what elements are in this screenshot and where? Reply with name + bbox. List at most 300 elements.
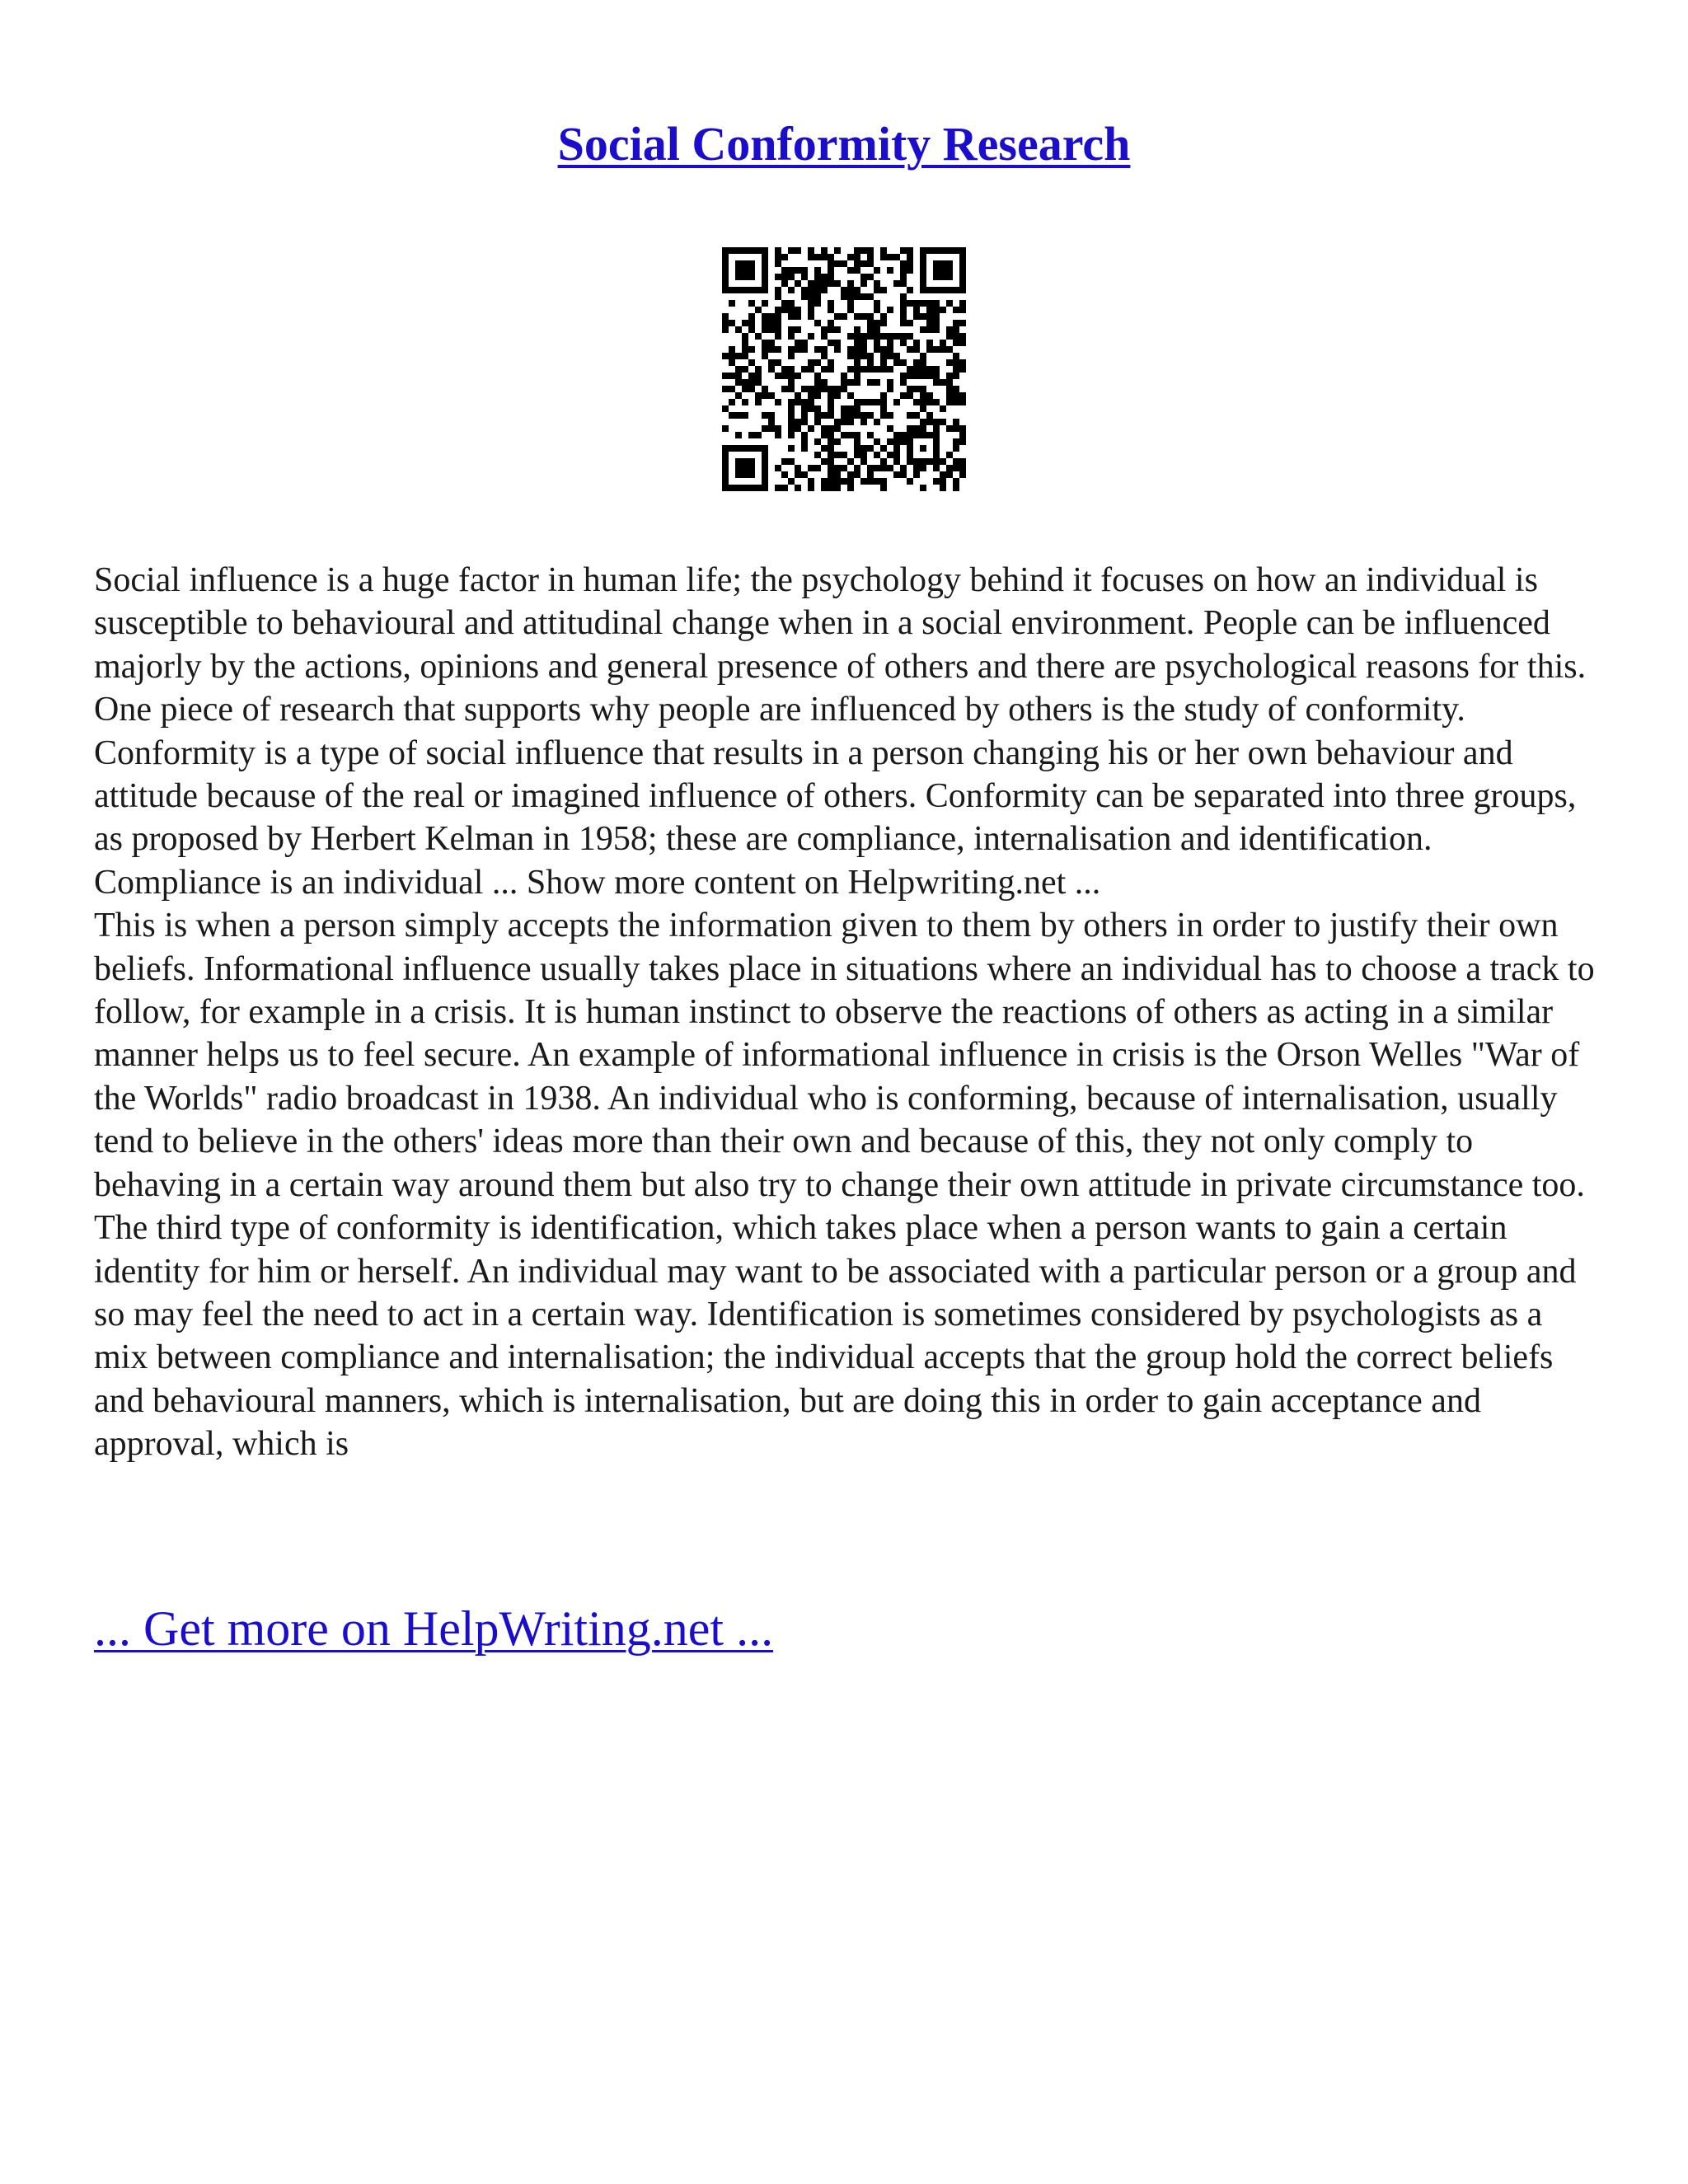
qr-module — [841, 260, 847, 267]
qr-module — [946, 333, 953, 340]
qr-module — [814, 419, 821, 425]
qr-module — [828, 412, 834, 419]
qr-module — [933, 366, 940, 373]
qr-module — [880, 247, 887, 254]
qr-module — [814, 280, 821, 287]
qr-module — [762, 247, 768, 254]
qr-module — [907, 478, 913, 485]
qr-module — [828, 320, 834, 326]
qr-module — [940, 379, 946, 386]
qr-module — [828, 432, 834, 438]
qr-module — [860, 280, 867, 287]
qr-module — [742, 333, 748, 340]
qr-module — [959, 267, 966, 274]
qr-module — [860, 412, 867, 419]
qr-module — [854, 465, 860, 471]
qr-module — [722, 373, 729, 379]
qr-module — [821, 432, 828, 438]
qr-module — [880, 346, 887, 353]
qr-module — [828, 399, 834, 405]
qr-module — [926, 300, 933, 307]
qr-module — [940, 478, 946, 485]
qr-module — [920, 274, 926, 280]
qr-module — [893, 333, 900, 340]
qr-module — [920, 353, 926, 359]
qr-module — [841, 478, 847, 485]
qr-module — [854, 346, 860, 353]
qr-module — [755, 247, 762, 254]
qr-module — [814, 274, 821, 280]
qr-module — [907, 247, 913, 254]
qr-module — [920, 392, 926, 399]
qr-module — [920, 485, 926, 491]
qr-module — [781, 300, 788, 307]
qr-module — [959, 366, 966, 373]
qr-module — [788, 267, 795, 274]
qr-module — [946, 471, 953, 478]
qr-module — [867, 471, 874, 478]
qr-module — [860, 346, 867, 353]
qr-module — [874, 333, 880, 340]
qr-module — [913, 359, 920, 366]
qr-module — [907, 333, 913, 340]
qr-module — [933, 326, 940, 333]
qr-module — [959, 247, 966, 254]
qr-module — [775, 399, 781, 405]
qr-module — [907, 346, 913, 353]
qr-module — [880, 485, 887, 491]
qr-module — [755, 432, 762, 438]
qr-module — [801, 340, 808, 346]
qr-module — [722, 247, 729, 254]
qr-module — [821, 458, 828, 465]
qr-module — [788, 405, 795, 412]
qr-module — [788, 445, 795, 452]
qr-module — [841, 432, 847, 438]
qr-code-icon — [722, 247, 966, 491]
qr-module — [893, 452, 900, 458]
qr-module — [788, 307, 795, 313]
qr-module — [808, 280, 814, 287]
qr-module — [801, 405, 808, 412]
qr-module — [860, 478, 867, 485]
qr-module — [775, 274, 781, 280]
qr-module — [926, 399, 933, 405]
qr-module — [795, 313, 801, 320]
qr-module — [762, 452, 768, 458]
qr-module — [814, 293, 821, 300]
qr-module — [762, 386, 768, 392]
qr-module — [874, 366, 880, 373]
qr-module — [860, 333, 867, 340]
qr-module — [722, 326, 729, 333]
qr-module — [808, 293, 814, 300]
qr-module — [768, 320, 775, 326]
qr-module — [933, 287, 940, 293]
qr-module — [959, 465, 966, 471]
qr-module — [742, 353, 748, 359]
qr-module — [860, 445, 867, 452]
qr-module — [795, 399, 801, 405]
qr-module — [775, 247, 781, 254]
qr-module — [953, 320, 959, 326]
qr-module — [893, 471, 900, 478]
qr-module — [788, 478, 795, 485]
qr-module — [722, 478, 729, 485]
qr-module — [768, 392, 775, 399]
qr-module — [907, 452, 913, 458]
qr-module — [900, 340, 907, 346]
qr-module — [946, 359, 953, 366]
qr-module — [867, 247, 874, 254]
qr-module — [808, 392, 814, 399]
qr-module — [729, 399, 735, 405]
qr-module — [926, 419, 933, 425]
qr-module — [867, 274, 874, 280]
qr-module — [920, 458, 926, 465]
qr-module — [742, 458, 748, 465]
qr-module — [762, 280, 768, 287]
qr-module — [926, 340, 933, 346]
qr-module — [762, 260, 768, 267]
qr-module — [834, 478, 841, 485]
qr-module — [920, 399, 926, 405]
qr-module — [834, 260, 841, 267]
qr-module — [920, 386, 926, 392]
qr-module — [735, 260, 742, 267]
qr-module — [926, 313, 933, 320]
qr-module — [814, 267, 821, 274]
qr-module — [808, 465, 814, 471]
qr-module — [834, 326, 841, 333]
qr-module — [946, 287, 953, 293]
qr-module — [933, 452, 940, 458]
qr-module — [781, 267, 788, 274]
qr-module — [781, 471, 788, 478]
qr-module — [722, 485, 729, 491]
qr-module — [900, 247, 907, 254]
qr-module — [933, 320, 940, 326]
qr-module — [788, 386, 795, 392]
qr-module — [801, 471, 808, 478]
get-more-link[interactable]: ... Get more on HelpWriting.net ... — [94, 1601, 774, 1656]
qr-module — [801, 432, 808, 438]
qr-module — [755, 392, 762, 399]
qr-module — [933, 399, 940, 405]
qr-module — [801, 412, 808, 419]
get-more-paragraph — [94, 1599, 773, 1658]
qr-module — [959, 438, 966, 445]
qr-module — [788, 333, 795, 340]
qr-module — [821, 386, 828, 392]
qr-module — [729, 353, 735, 359]
paragraph-1: Social influence is a huge factor in human life; the psychology behind it focuses on how an individual is susceptible to behavioural and attitudinal change when in a social environment. People can be influenced majorly by the actions, opinions and general presence of others and there are psychological reasons for this. One piece of research that supports why people are influenced by others is the study of conformity. Conformity is a type of social influence that results in a person changing his or her own behaviour and attitude because of the real or imagined influence of others. Conformity can be separated into three groups, as proposed by Herbert Kelman in 1958; these are compliance, internalisation and identification. Compliance is an individual ... Show more content on Helpwriting.net ... — [94, 561, 1587, 902]
qr-module — [722, 254, 729, 260]
qr-module — [742, 366, 748, 373]
qr-module — [854, 373, 860, 379]
qr-module — [907, 458, 913, 465]
qr-module — [742, 346, 748, 353]
qr-module — [834, 313, 841, 320]
qr-module — [762, 485, 768, 491]
qr-module — [847, 293, 854, 300]
qr-module — [847, 478, 854, 485]
qr-module — [874, 379, 880, 386]
qr-module — [748, 346, 755, 353]
qr-module — [867, 333, 874, 340]
qr-module — [735, 485, 742, 491]
qr-module — [860, 366, 867, 373]
qr-module — [801, 438, 808, 445]
qr-module — [860, 340, 867, 346]
qr-module — [913, 340, 920, 346]
qr-module — [887, 386, 893, 392]
qr-module — [808, 478, 814, 485]
qr-module — [854, 247, 860, 254]
qr-module — [847, 458, 854, 465]
qr-module — [874, 340, 880, 346]
qr-module — [762, 412, 768, 419]
qr-module — [907, 300, 913, 307]
qr-module — [880, 254, 887, 260]
qr-module — [788, 419, 795, 425]
qr-module — [834, 280, 841, 287]
qr-module — [775, 465, 781, 471]
qr-module — [821, 254, 828, 260]
qr-module — [940, 340, 946, 346]
qr-module — [795, 471, 801, 478]
qr-module — [828, 267, 834, 274]
qr-module — [722, 320, 729, 326]
qr-module — [933, 478, 940, 485]
qr-module — [742, 485, 748, 491]
qr-module — [887, 254, 893, 260]
qr-module — [788, 399, 795, 405]
qr-module — [828, 438, 834, 445]
qr-module — [755, 399, 762, 405]
qr-module — [880, 445, 887, 452]
qr-module — [808, 405, 814, 412]
qr-module — [722, 471, 729, 478]
qr-module — [907, 254, 913, 260]
qr-module — [854, 438, 860, 445]
qr-module — [926, 287, 933, 293]
qr-module — [801, 419, 808, 425]
qr-module — [847, 333, 854, 340]
qr-module — [834, 465, 841, 471]
qr-module — [795, 346, 801, 353]
qr-module — [953, 386, 959, 392]
qr-module — [781, 280, 788, 287]
qr-module — [887, 452, 893, 458]
qr-module — [933, 432, 940, 438]
qr-module — [775, 254, 781, 260]
qr-module — [880, 392, 887, 399]
qr-module — [729, 445, 735, 452]
qr-module — [775, 432, 781, 438]
qr-module — [788, 353, 795, 359]
qr-module — [926, 307, 933, 313]
qr-module — [907, 267, 913, 274]
qr-module — [920, 425, 926, 432]
qr-module — [781, 307, 788, 313]
qr-module — [814, 359, 821, 366]
qr-module — [959, 274, 966, 280]
qr-module — [808, 300, 814, 307]
qr-module — [768, 419, 775, 425]
qr-module — [755, 333, 762, 340]
qr-module — [893, 399, 900, 405]
qr-module — [874, 478, 880, 485]
qr-module — [913, 386, 920, 392]
qr-module — [768, 412, 775, 419]
qr-module — [841, 313, 847, 320]
qr-module — [788, 432, 795, 438]
qr-code-graphic — [722, 247, 966, 491]
qr-module — [828, 405, 834, 412]
qr-module — [959, 260, 966, 267]
qr-module — [762, 353, 768, 359]
qr-module — [893, 458, 900, 465]
qr-module — [775, 359, 781, 366]
qr-module — [795, 425, 801, 432]
qr-module — [874, 267, 880, 274]
qr-module — [907, 425, 913, 432]
qr-module — [946, 346, 953, 353]
qr-module — [946, 379, 953, 386]
qr-module — [933, 307, 940, 313]
qr-module — [867, 366, 874, 373]
qr-module — [788, 326, 795, 333]
qr-module — [920, 326, 926, 333]
qr-module — [828, 458, 834, 465]
qr-module — [748, 359, 755, 366]
qr-module — [808, 307, 814, 313]
qr-module — [768, 313, 775, 320]
qr-module — [867, 293, 874, 300]
qr-module — [893, 438, 900, 445]
qr-module — [854, 293, 860, 300]
qr-module — [821, 287, 828, 293]
qr-module — [959, 300, 966, 307]
qr-module — [795, 373, 801, 379]
qr-module — [920, 373, 926, 379]
qr-module — [808, 313, 814, 320]
qr-module — [933, 379, 940, 386]
qr-module — [722, 313, 729, 320]
qr-module — [788, 458, 795, 465]
qr-module — [887, 267, 893, 274]
qr-module — [953, 425, 959, 432]
qr-module — [907, 320, 913, 326]
qr-module — [867, 432, 874, 438]
qr-module — [920, 287, 926, 293]
qr-module — [762, 346, 768, 353]
qr-module — [722, 465, 729, 471]
qr-module — [926, 366, 933, 373]
qr-module — [762, 478, 768, 485]
qr-module — [788, 313, 795, 320]
qr-module — [847, 392, 854, 399]
qr-module — [940, 260, 946, 267]
qr-module — [946, 399, 953, 405]
qr-module — [828, 366, 834, 373]
qr-module — [814, 452, 821, 458]
qr-module — [880, 366, 887, 373]
qr-module — [887, 366, 893, 373]
qr-module — [887, 379, 893, 386]
qr-module — [808, 254, 814, 260]
qr-module — [933, 247, 940, 254]
qr-module — [880, 320, 887, 326]
qr-module — [874, 452, 880, 458]
qr-module — [735, 379, 742, 386]
qr-module — [959, 425, 966, 432]
qr-module — [900, 280, 907, 287]
qr-module — [801, 346, 808, 353]
qr-module — [742, 471, 748, 478]
qr-module — [762, 458, 768, 465]
qr-module — [834, 471, 841, 478]
qr-module — [788, 425, 795, 432]
qr-module — [814, 300, 821, 307]
qr-module — [821, 274, 828, 280]
qr-module — [735, 267, 742, 274]
qr-module — [946, 274, 953, 280]
qr-module — [854, 340, 860, 346]
qr-module — [946, 300, 953, 307]
qr-module — [808, 333, 814, 340]
qr-module — [920, 405, 926, 412]
qr-module — [959, 280, 966, 287]
qr-module — [814, 373, 821, 379]
qr-module — [847, 432, 854, 438]
article-body — [94, 559, 1602, 1466]
qr-module — [801, 386, 808, 392]
qr-module — [742, 465, 748, 471]
qr-module — [854, 353, 860, 359]
qr-module — [900, 313, 907, 320]
qr-module — [946, 326, 953, 333]
qr-module — [834, 452, 841, 458]
qr-module — [729, 485, 735, 491]
qr-module — [940, 346, 946, 353]
qr-module — [748, 432, 755, 438]
qr-module — [828, 425, 834, 432]
qr-module — [735, 373, 742, 379]
qr-module — [828, 386, 834, 392]
qr-module — [762, 254, 768, 260]
qr-module — [920, 313, 926, 320]
qr-module — [814, 386, 821, 392]
qr-module — [854, 432, 860, 438]
qr-module — [847, 254, 854, 260]
qr-module — [735, 432, 742, 438]
qr-module — [788, 379, 795, 386]
qr-module — [841, 452, 847, 458]
qr-module — [854, 452, 860, 458]
qr-module — [847, 485, 854, 491]
qr-module — [893, 432, 900, 438]
qr-module — [874, 320, 880, 326]
qr-module — [880, 412, 887, 419]
qr-module — [953, 465, 959, 471]
qr-module — [775, 307, 781, 313]
title-link[interactable]: Social Conformity Research — [557, 117, 1131, 171]
qr-module — [946, 386, 953, 392]
qr-module — [748, 287, 755, 293]
qr-module — [867, 254, 874, 260]
